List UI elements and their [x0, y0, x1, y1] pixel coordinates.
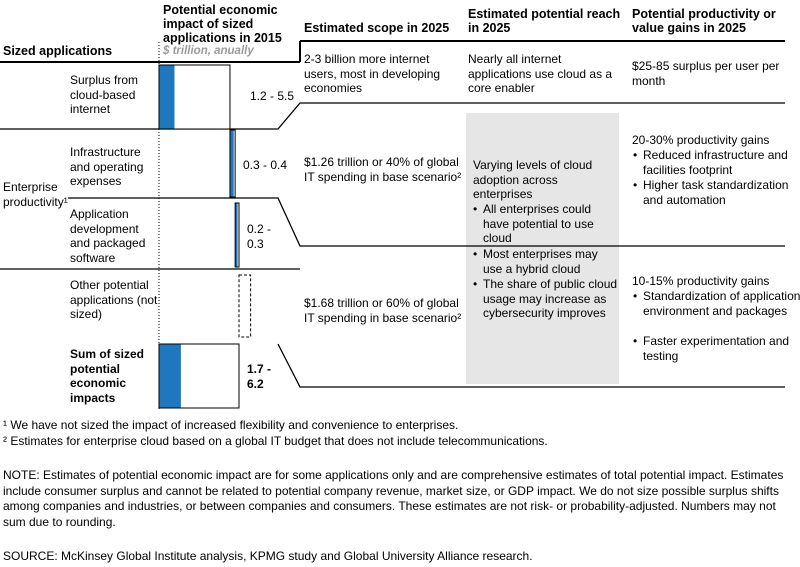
- row-label-infrastructure: Infrastructure and operating expenses: [70, 145, 144, 188]
- gains-enterprise-a-title: 20-30% productivity gains: [632, 133, 770, 147]
- row-label-enterprise: Enterprise productivity¹: [3, 180, 68, 209]
- value-sum: 1.7 - 6.2: [247, 362, 272, 391]
- row-label-other: Other potential applications (not sized): [70, 278, 158, 321]
- bar-infrastructure-low-segment: [230, 130, 234, 197]
- reach-bullet-3: • The share of public cloud usage may increase as cybersecurity improves: [473, 277, 623, 321]
- gains-enterprise-b-title: 10-15% productivity gains: [632, 274, 770, 288]
- value-surplus: 1.2 - 5.5: [250, 89, 295, 103]
- header-sized-applications: Sized applications: [3, 44, 113, 58]
- reach-enterprise-intro: Varying levels of cloud adoption across enterprises: [473, 158, 593, 201]
- row-label-sum: Sum of sized potential economic impacts: [70, 347, 145, 405]
- header-gains: Potential productivity or value gains in 2025: [632, 7, 776, 35]
- source: SOURCE: McKinsey Global Institute analysis, KPMG study and Global University Alliance research.: [3, 549, 533, 563]
- reach-bullet-1: • All enterprises could have potential to use cloud: [473, 202, 618, 246]
- value-application-dev: 0.2 - 0.3: [247, 222, 272, 251]
- header-scope: Estimated scope in 2025: [304, 21, 450, 35]
- gains-b-bullet-2: • Faster experimentation and testing: [633, 334, 800, 363]
- gains-surplus: $25-85 surplus per user per month: [632, 59, 780, 88]
- row-label-surplus: Surplus from cloud-based internet: [70, 73, 139, 116]
- reach-bullet-2: • Most enterprises may use a hybrid cloud: [473, 247, 618, 276]
- gains-a-bullet-1: • Reduced infrastructure and facilities footprint: [633, 148, 800, 177]
- header-potential-impact: Potential economic impact of sized applications in 2015: [163, 3, 282, 45]
- bar-sum-low-segment: [159, 344, 181, 408]
- header-reach: Estimated potential reach in 2025: [468, 7, 621, 35]
- header-impact-unit: $ trillion, anually: [163, 45, 254, 57]
- value-infrastructure: 0.3 - 0.4: [243, 158, 288, 172]
- footnote-2: ² Estimates for enterprise cloud based on a global IT budget that does not include telecommunications.: [3, 434, 548, 448]
- gains-a-bullet-2: • Higher task standardization and automation: [633, 178, 800, 207]
- scope-enterprise-a: $1.26 trillion or 40% of global IT spending in base scenario²: [304, 155, 462, 184]
- bar-other-placeholder: [239, 275, 251, 337]
- gains-b-bullet-1: • Standardization of application environment and packages: [633, 289, 800, 318]
- row-label-application-dev: Application development and packaged software: [70, 207, 146, 265]
- note: NOTE: Estimates of potential economic impact are for some applications only and are comprehensive estimates of total potential impact. Estimates include consumer surplus and cannot be related to potential company revenue, market size, or GDP impact. We do not size possible surplus shifts among companies and industries, or between companies and consumers. These estimates are not risk- or probability-adjusted. Numbers may not sum due to rounding.: [3, 468, 784, 529]
- scope-enterprise-b: $1.68 trillion or 60% of global IT spending in base scenario²: [304, 296, 462, 325]
- bar-surplus-low-segment: [159, 65, 174, 129]
- bar-sum-high-segment: [181, 344, 239, 408]
- reach-surplus: Nearly all internet applications use cloud as a core enabler: [468, 52, 613, 95]
- footnote-1: ¹ We have not sized the impact of increased flexibility and convenience to enterprises.: [3, 418, 459, 432]
- bar-surplus-high-segment: [174, 65, 229, 129]
- scope-surplus: 2-3 billion more internet users, most in developing economies: [304, 52, 441, 95]
